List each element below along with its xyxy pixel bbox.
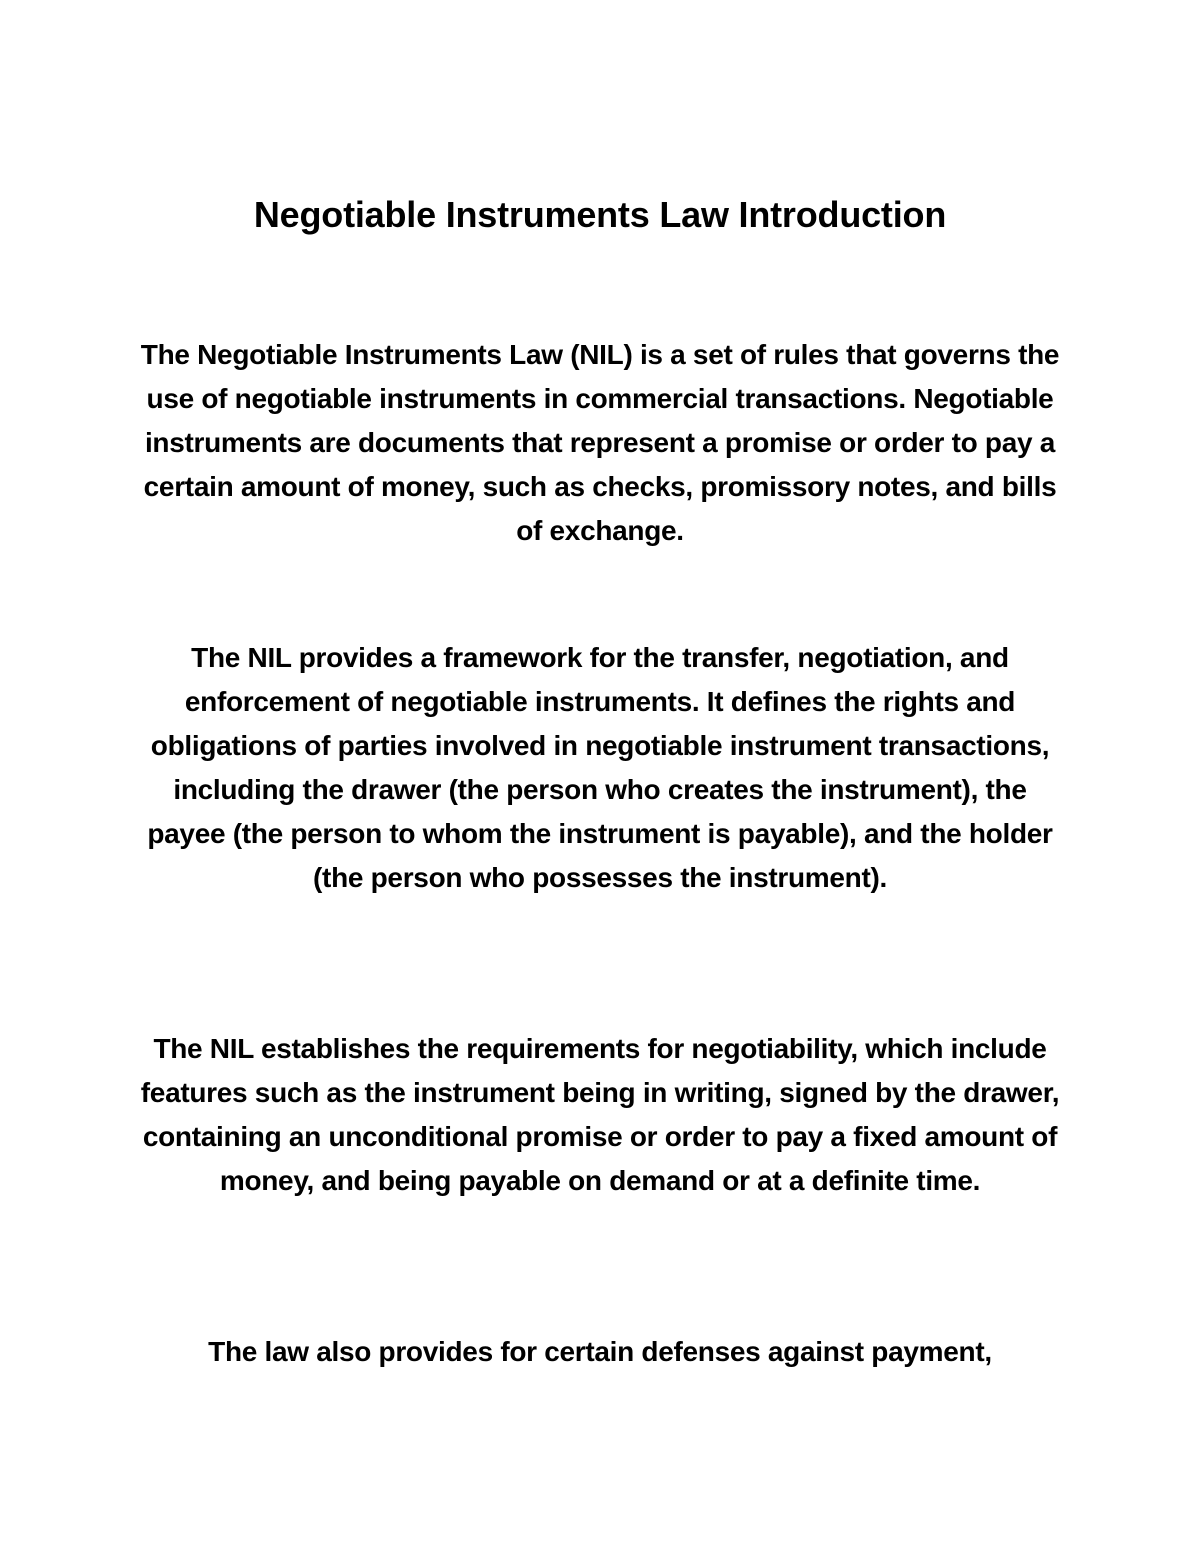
paragraph-negotiability-requirements: The NIL establishes the requirements for negotiability, which include features such as the instrument being in writing, signed by the drawer, containing an unconditional promise or order to pay a fixed amount of money, and being payable on demand or at a definite time.: [140, 1033, 1060, 1196]
paragraph-nil-framework: The NIL provides a framework for the transfer, negotiation, and enforcement of negotiable instruments. It defines the rights and obligations of parties involved in negotiable instrument transactions, including the drawer (the person who creates the instrument), the payee (the person to whom the instrument is payable), and the holder (the person who possesses the instrument).: [147, 642, 1053, 893]
paragraph-defenses: The law also provides for certain defenses against payment,: [208, 1336, 992, 1367]
paragraph-nil-definition: The Negotiable Instruments Law (NIL) is a set of rules that governs the use of negotiable instruments in commercial transactions. Negotiable instruments are documents that represent a promise or order to pay a certain amount of money, such as checks, promissory notes, and bills of exchange.: [140, 339, 1060, 546]
document-title: Negotiable Instruments Law Introduction: [253, 194, 947, 235]
